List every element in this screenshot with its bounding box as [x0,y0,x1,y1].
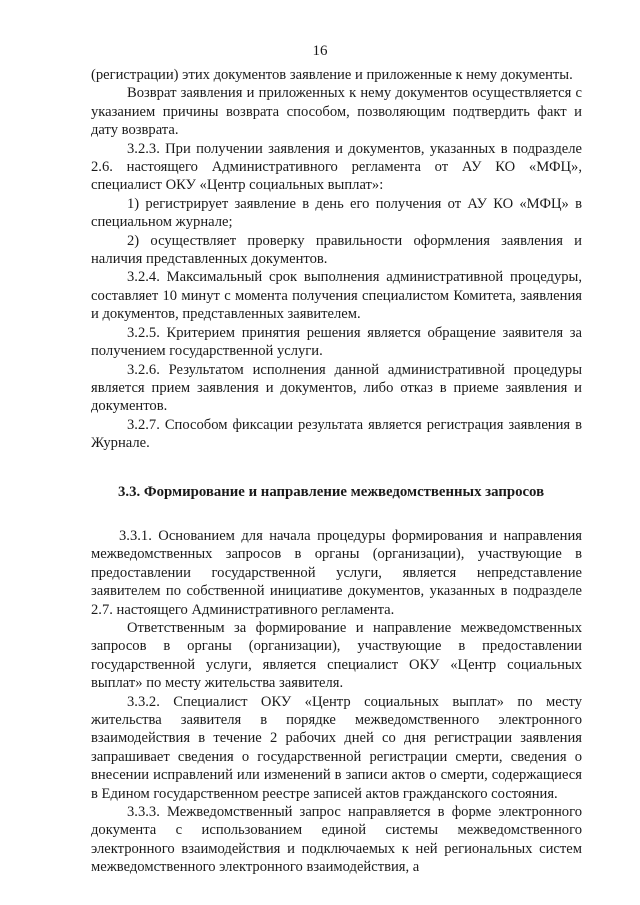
section-heading: 3.3. Формирование и направление межведомственных запросов [118,483,545,500]
paragraph-3-2-4: 3.2.4. Максимальный срок выполнения административной процедуры, составляет 10 минут с момента получения специалистом Комитета, заявления и документов, представленных заявителем. [91,269,582,323]
paragraph-3-3-2: 3.3.2. Специалист ОКУ «Центр социальных выплат» по месту жительства заявителя в порядке межведомственного электронного взаимодействия в течение 2 рабочих дней со дня регистрации заявления запрашивает сведения о государственной регистрации смерти, сведения о внесении исправлений или изменений в записи актов о смерти, содержащиеся в Едином государственном реестре записей актов гражданского состояния. [91,693,582,802]
paragraph-3-2-6: 3.2.6. Результатом исполнения данной административной процедуры является прием заявления и документов, либо отказ в приеме заявления и документов. [91,361,582,415]
paragraph-3-2-5: 3.2.5. Критерием принятия решения является обращение заявителя за получением государственной услуги. [91,324,582,360]
paragraph-3-3-1: 3.3.1. Основанием для начала процедуры формирования и направления межведомственных запросов в органы (организации), участвующие в предоставлении государственной услуги, является непредставление заявителем по собственной инициативе документов, указанных в подразделе 2.7. настоящего Административного регламента. [91,527,582,618]
paragraph-3-3-3: 3.3.3. Межведомственный запрос направляется в форме электронного документа с использованием единой системы межведомственного электронного взаимодействия и подключаемых к ней региональных систем межведомственного электронного взаимодействия, а [91,804,582,876]
page-number: 16 [312,43,328,59]
paragraph-3-2-7: 3.2.7. Способом фиксации результата является регистрация заявления в Журнале. [91,416,582,452]
paragraph-return-of-application: Возврат заявления и приложенных к нему документов осуществляется с указанием причины возврата способом, позволяющим подтвердить факт и дату возврата. [91,85,582,139]
paragraph-responsible-specialist: Ответственным за формирование и направление межведомственных запросов в органы (организации), участвующие в предоставлении государственной услуги, является специалист ОКУ «Центр социальных выплат» по месту жительства заявителя. [91,619,582,692]
list-item-2: 2) осуществляет проверку правильности оформления заявления и наличия представленных документов. [91,232,582,268]
paragraph-continuation: (регистрации) этих документов заявление и приложенные к нему документы. [91,67,573,83]
document-body [91,66,582,877]
paragraph-3-2-3: 3.2.3. При получении заявления и документов, указанных в подразделе 2.6. настоящего Административного регламента от АУ КО «МФЦ», специалист ОКУ «Центр социальных выплат»: [91,140,582,194]
list-item-1: 1) регистрирует заявление в день его получения от АУ КО «МФЦ» в специальном журнале; [91,195,582,231]
